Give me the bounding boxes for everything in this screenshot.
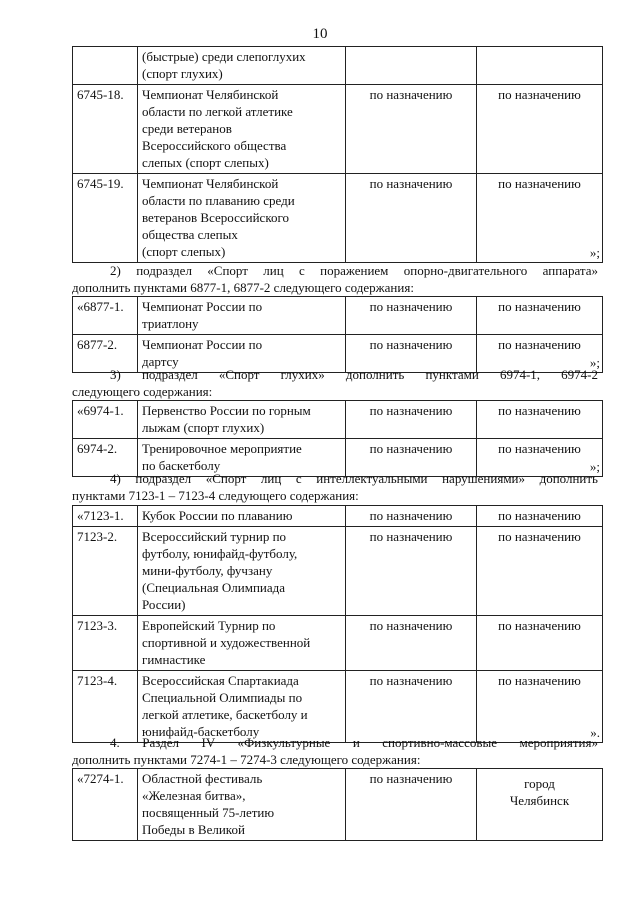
closing-quote-mark: ». — [590, 725, 600, 740]
item-number: 7123-3. — [77, 618, 118, 633]
dates-value: по назначению — [369, 337, 453, 352]
events-table-5 — [72, 768, 603, 841]
paragraph-line: 4. Раздел IV «Физкультурные и спортивно-массовые мероприятия» — [110, 735, 598, 750]
location-wrap — [481, 507, 598, 524]
table-row — [73, 174, 603, 263]
event-name-line: Чемпионат Челябинской — [142, 87, 279, 102]
location-cell — [477, 401, 603, 439]
event-name-line: посвященный 75-летию — [142, 805, 275, 820]
item-number-cell — [73, 671, 138, 743]
table-row — [73, 616, 603, 671]
dates-cell — [346, 47, 477, 85]
paragraph-subsection-4 — [72, 470, 598, 504]
location-wrap — [481, 672, 598, 740]
item-number: «7274-1. — [77, 771, 124, 786]
event-name-cell — [138, 527, 346, 616]
item-number: «6974-1. — [77, 403, 124, 418]
events-table-2 — [72, 296, 603, 373]
item-number-cell — [73, 297, 138, 335]
paragraph-line: дополнить пунктами 7274-1 – 7274-3 следующего содержания: — [72, 752, 421, 767]
location-value: по назначению — [498, 87, 581, 102]
location-cell — [477, 671, 603, 743]
event-name — [142, 440, 341, 474]
event-name — [142, 175, 341, 260]
location-value: по назначению — [498, 618, 581, 633]
event-name-line: Специальной Олимпиады по — [142, 690, 303, 705]
event-name — [142, 672, 341, 740]
item-number-cell — [73, 401, 138, 439]
location-cell — [477, 85, 603, 174]
event-name-cell — [138, 506, 346, 527]
dates-value: по назначению — [369, 618, 453, 633]
event-name-line: Чемпионат России по — [142, 299, 263, 314]
event-name-cell — [138, 401, 346, 439]
event-name-line: области по плаванию среди — [142, 193, 295, 208]
dates-cell — [346, 297, 477, 335]
location-value: по назначению — [498, 337, 581, 352]
event-name-line: Чемпионат Челябинской — [142, 176, 279, 191]
table-row — [73, 671, 603, 743]
paragraph-section-4 — [72, 734, 598, 768]
event-name-line: Всероссийский турнир по — [142, 529, 287, 544]
dates-value: по назначению — [369, 441, 453, 456]
event-name-line: легкой атлетике, баскетболу и — [142, 707, 308, 722]
location-value: по назначению — [498, 299, 581, 314]
dates-cell — [346, 527, 477, 616]
dates-value: по назначению — [369, 508, 453, 523]
item-number: «7123-1. — [77, 508, 124, 523]
item-number-cell — [73, 47, 138, 85]
event-name-line: триатлону — [142, 316, 199, 331]
location-wrap — [481, 48, 598, 65]
event-name — [142, 528, 341, 613]
event-name-line: ветеранов Всероссийского — [142, 210, 289, 225]
event-name-line: юнифайд-баскетболу — [142, 724, 260, 739]
closing-quote-mark: »; — [589, 459, 600, 474]
closing-quote-mark: »; — [589, 355, 600, 370]
item-number-cell — [73, 616, 138, 671]
event-name-line: Чемпионат России по — [142, 337, 263, 352]
event-name-line: среди ветеранов — [142, 121, 232, 136]
paragraph-subsection-2 — [72, 262, 598, 296]
item-number: 7123-4. — [77, 673, 118, 688]
location-line: Челябинск — [509, 793, 570, 808]
closing-quote-mark: »; — [589, 245, 600, 260]
paragraph-line: 2) подраздел «Спорт лиц с поражением опорно-двигательного аппарата» — [110, 263, 598, 278]
dates-cell — [346, 616, 477, 671]
dates-value: по назначению — [369, 673, 453, 688]
item-number-cell — [73, 527, 138, 616]
table-row — [73, 769, 603, 841]
location-cell — [477, 47, 603, 85]
table-row — [73, 85, 603, 174]
event-name-line: Всероссийская Спартакиада — [142, 673, 299, 688]
item-number-cell — [73, 506, 138, 527]
event-name-line: (быстрые) среди слепоглухих — [142, 49, 306, 64]
event-name-line: России) — [142, 597, 186, 612]
dates-value: по назначению — [369, 87, 453, 102]
events-table-4 — [72, 505, 603, 743]
event-name-line: слепых (спорт слепых) — [142, 155, 269, 170]
event-name — [142, 86, 341, 171]
event-name-line: области по легкой атлетике — [142, 104, 293, 119]
events-table-1 — [72, 46, 603, 263]
location-wrap — [481, 336, 598, 370]
location-value: по назначению — [498, 673, 581, 688]
event-name-line: Всероссийского общества — [142, 138, 287, 153]
dates-value: по назначению — [369, 529, 453, 544]
paragraph-line: пунктами 7123-1 – 7123-4 следующего содержания: — [72, 488, 359, 503]
location-wrap — [481, 86, 598, 103]
event-name-line: Европейский Турнир по — [142, 618, 276, 633]
table-row — [73, 297, 603, 335]
item-number: 6974-2. — [77, 441, 118, 456]
location-wrap — [481, 528, 598, 545]
dates-value: по назначению — [369, 403, 453, 418]
event-name — [142, 617, 341, 668]
location-cell — [477, 506, 603, 527]
events-table-3 — [72, 400, 603, 477]
table-row — [73, 527, 603, 616]
event-name-line: «Железная битва», — [142, 788, 246, 803]
event-name-cell — [138, 616, 346, 671]
location-line: город — [524, 776, 555, 791]
dates-cell — [346, 769, 477, 841]
dates-cell — [346, 85, 477, 174]
event-name-line: мини-футболу, фучзану — [142, 563, 273, 578]
dates-cell — [346, 671, 477, 743]
paragraph-subsection-3 — [72, 366, 598, 400]
paragraph-line: дополнить пунктами 6877-1, 6877-2 следующего содержания: — [72, 280, 414, 295]
item-number-cell — [73, 85, 138, 174]
location-cell — [477, 297, 603, 335]
location-wrap — [481, 402, 598, 419]
event-name-line: Кубок России по плаванию — [142, 508, 293, 523]
table-row — [73, 401, 603, 439]
location-value: по назначению — [498, 441, 581, 456]
event-name-line: по баскетболу — [142, 458, 221, 473]
location-cell — [477, 174, 603, 263]
paragraph-line: 4) подраздел «Спорт лиц с интеллектуальными нарушениями» дополнить — [110, 471, 598, 486]
dates-cell — [346, 401, 477, 439]
table-row — [73, 47, 603, 85]
event-name — [142, 48, 341, 82]
item-number: 6745-19. — [77, 176, 124, 191]
dates-value: по назначению — [369, 771, 453, 786]
event-name-cell — [138, 671, 346, 743]
location-cell — [477, 527, 603, 616]
paragraph-line: 3) подраздел «Спорт глухих» дополнить пунктами 6974-1, 6974-2 — [110, 367, 598, 382]
item-number: 6745-18. — [77, 87, 124, 102]
event-name-cell — [138, 297, 346, 335]
item-number: 7123-2. — [77, 529, 118, 544]
location-wrap — [481, 617, 598, 634]
location-wrap — [481, 175, 598, 260]
event-name-line: спортивной и художественной — [142, 635, 311, 650]
event-name-cell — [138, 85, 346, 174]
location-value: по назначению — [498, 403, 581, 418]
location-value: по назначению — [498, 508, 581, 523]
event-name-line: Тренировочное мероприятие — [142, 441, 302, 456]
item-number: «6877-1. — [77, 299, 124, 314]
item-number-cell — [73, 769, 138, 841]
page-number: 10 — [312, 26, 328, 42]
dates-value: по назначению — [369, 176, 453, 191]
event-name — [142, 298, 341, 332]
location-wrap — [481, 440, 598, 474]
location-cell — [477, 616, 603, 671]
event-name-cell — [138, 174, 346, 263]
event-name — [142, 402, 341, 436]
location-cell — [477, 769, 603, 841]
location-wrap — [481, 298, 598, 315]
event-name-line: гимнастике — [142, 652, 206, 667]
item-number-cell — [73, 174, 138, 263]
event-name-line: футболу, юнифайд-футболу, — [142, 546, 298, 561]
event-name-line: дартсу — [142, 354, 179, 369]
event-name-cell — [138, 769, 346, 841]
item-number: 6877-2. — [77, 337, 118, 352]
event-name-line: (спорт глухих) — [142, 66, 223, 81]
event-name-line: Областной фестиваль — [142, 771, 263, 786]
dates-value: по назначению — [369, 299, 453, 314]
event-name-line: (спорт слепых) — [142, 244, 226, 259]
event-name-cell — [138, 47, 346, 85]
event-name-line: (Специальная Олимпиада — [142, 580, 286, 595]
event-name-line: Первенство России по горным — [142, 403, 311, 418]
event-name-line: лыжам (спорт глухих) — [142, 420, 265, 435]
table-row — [73, 506, 603, 527]
event-name — [142, 770, 341, 838]
event-name-line: общества слепых — [142, 227, 238, 242]
event-name-line: Победы в Великой — [142, 822, 245, 837]
paragraph-line: следующего содержания: — [72, 384, 213, 399]
location-value: по назначению — [498, 176, 581, 191]
dates-cell — [346, 174, 477, 263]
location-wrap — [481, 775, 598, 809]
location-value: по назначению — [498, 529, 581, 544]
event-name — [142, 507, 341, 524]
event-name — [142, 336, 341, 370]
dates-cell — [346, 506, 477, 527]
